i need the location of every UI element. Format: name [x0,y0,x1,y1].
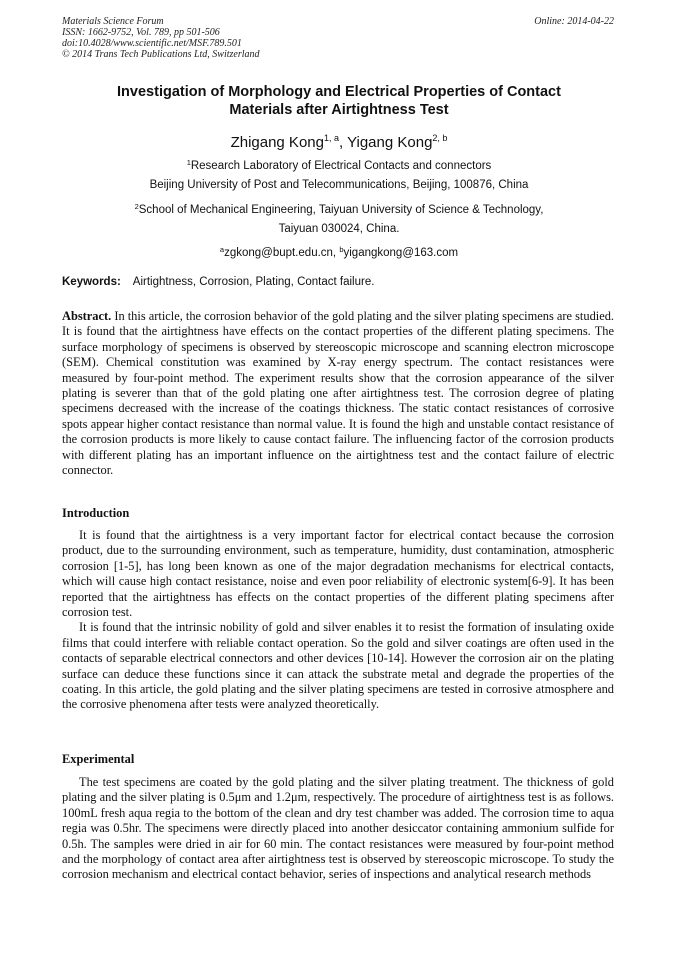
author-list [40,128,638,153]
keywords-text: Airtightness, Corrosion, Plating, Contact failure. [132,276,375,288]
abstract-label: Abstract. [62,309,112,323]
issn-line: ISSN: 1662-9752, Vol. 789, pp 501-506 [62,27,220,38]
online-date: Online: 2014-04-22 [534,16,614,27]
affiliation-2-line-1 [40,200,638,217]
abstract-block [62,309,614,478]
paper-title [40,83,638,119]
introduction-body [62,528,614,713]
email-a-sup: a [219,245,225,254]
title-line-2: Materials after Airtightness Test [229,102,449,118]
keywords-label: Keywords: [62,276,121,288]
experimental-body [62,775,614,883]
affiliation-2-text: School of Mechanical Engineering, Taiyuan University of Science & Technology, [138,204,544,216]
affiliation-1-line-2: Beijing University of Post and Telecommunications, Beijing, 100876, China [149,179,529,191]
affiliation-1-text: Research Laboratory of Electrical Contacts and connectors [190,160,492,172]
affiliation-1-sup: 1 [186,158,191,167]
email-b-sup: b [339,245,344,254]
email-a: zgkong@bupt.edu.cn, [224,247,340,259]
intro-paragraph-2: It is found that the intrinsic nobility of gold and silver enables it to resist the formation of insulating oxide films that could interfere with reliable contact operation. So the gold and silver coatings are often used in the contacts of separable electrical connectors and other devices [10-14]. However the corrosion air on the plating surface can deduce these functions since it can attack the substrate metal and degrade the properties of the coating. In this article, the gold plating and the silver plating specimens are tested in corrosive atmosphere and the corrosive phenomena after tests were analyzed theoretically. [62,620,614,712]
affiliation-1-line-1 [40,156,638,173]
journal-header [62,16,260,60]
author-2-sup: 2, b [432,133,448,143]
affiliation-2-line-2: Taiyuan 030024, China. [278,223,400,235]
author-2: Yigang Kong [347,134,433,151]
email-b: yigangkong@163.com [343,247,459,259]
abstract-paragraph [62,309,614,478]
author-separator: , [338,134,348,151]
author-1-sup: 1, a [323,133,339,143]
abstract-text: In this article, the corrosion behavior of the gold plating and the silver plating specimens are studied. It is found that the airtightness have effects on the contact properties of the different plating specimens. The surface morphology of specimens is observed by stereoscopic microscope and scanning electron microscope (SEM). Chemical constitution was examined by X-ray energy spectrum. The contact resistances were measured by four-point method. The experiment results show that the corrosion appearance of the silver plating is severer than that of the gold plating one after airtightness test. The corrosion degree of plating specimens decreased with the increase of the coatings thickness. The static contact resistances of corrosive spots appear higher contact resistance than normal value. It is found the high and unstable contact resistance of the corrosion products is more likely to cause contact failure. The influencing factor of the corrosion products with different plating has an important influence on the airtightness test and the contact failure of electric connector. [62,309,614,478]
doi-line: doi:10.4028/www.scientific.net/MSF.789.501 [62,38,242,49]
journal-name: Materials Science Forum [62,16,164,27]
intro-paragraph-1: It is found that the airtightness is a very important factor for electrical contact because the corrosion product, due to the surrounding environment, such as temperature, humidity, dust contamination, atmospheric corrosion [1-5], has long been known as one of the major degradation mechanisms for electrical contacts, which will cause high contact resistance, noise and even poor reliability of electronic system[6-9]. It has been reported that the airtightness has effects on the contact properties of the different plating specimens after corrosion test. [62,528,614,620]
author-1: Zhigang Kong [230,134,324,151]
title-line-1: Investigation of Morphology and Electrical Properties of Contact [117,84,561,100]
copyright-line: © 2014 Trans Tech Publications Ltd, Switzerland [62,49,260,60]
experimental-heading: Experimental [62,752,135,766]
author-emails [40,243,638,260]
affiliation-2-sup: 2 [134,202,139,211]
experimental-paragraph-1: The test specimens are coated by the gold plating and the silver plating treatment. The thickness of gold plating and the silver plating is 0.5μm and 1.2μm, respectively. The procedure of airtightness test is as follows. 100mL fresh aqua regia to the bottom of the clean and dry test chamber was added. The corrosion time to aqua regia was 0.5hr. The specimens were directly placed into another desiccator containing ammonium sulfide for 0.5h. The samples were dried in air for 60 min. The contact resistances were measured by four-point method and the morphology of contact area after airtightness test is observed by stereoscopic microscope. To study the corrosion mechanism and electrical contact behavior, series of inspections and analytical research methods [62,775,614,882]
keywords-line [62,275,374,289]
introduction-heading: Introduction [62,506,130,520]
